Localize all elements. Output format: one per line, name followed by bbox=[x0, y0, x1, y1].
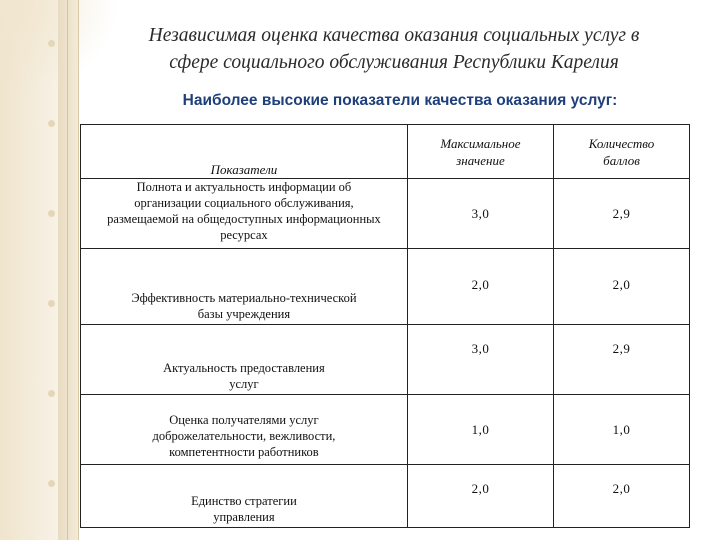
table-row bbox=[81, 325, 690, 395]
indicators-table bbox=[80, 124, 690, 528]
table-row bbox=[81, 179, 690, 249]
indicator-line: Актуальность предоставления bbox=[163, 361, 325, 375]
indicator-line: базы учреждения bbox=[197, 307, 291, 321]
indicator-line: Эффективность материально-технической bbox=[131, 291, 357, 305]
indicator-cell bbox=[81, 249, 408, 325]
header-max-line-2: значение bbox=[456, 152, 505, 168]
decorative-dot bbox=[48, 300, 55, 307]
indicator-line: организации социального обслуживания, bbox=[134, 196, 354, 210]
header-score bbox=[554, 125, 690, 179]
indicator-cell bbox=[81, 325, 408, 395]
indicator-line: Единство стратегии bbox=[191, 494, 297, 508]
indicator-cell bbox=[81, 465, 408, 528]
title-line-2: сфере социального обслуживания Республики Карелия bbox=[169, 52, 619, 73]
decorative-dot bbox=[48, 480, 55, 487]
score-cell: 2,0 bbox=[554, 249, 690, 325]
indicator-line: управления bbox=[213, 510, 275, 524]
decorative-dot bbox=[48, 120, 55, 127]
decorative-band bbox=[58, 0, 79, 540]
indicator-cell bbox=[81, 179, 408, 249]
table-row bbox=[81, 249, 690, 325]
max-value-cell: 2,0 bbox=[407, 249, 553, 325]
indicator-line: ресурсах bbox=[220, 228, 268, 242]
max-value-cell: 1,0 bbox=[407, 395, 553, 465]
slide-title bbox=[84, 22, 704, 76]
decorative-dot bbox=[48, 210, 55, 217]
score-cell: 2,9 bbox=[554, 179, 690, 249]
max-value-cell: 3,0 bbox=[407, 325, 553, 395]
indicator-line: компетентности работников bbox=[169, 445, 319, 459]
table-row bbox=[81, 395, 690, 465]
max-value-cell: 2,0 bbox=[407, 465, 553, 528]
header-score-line-2: баллов bbox=[603, 152, 640, 168]
max-value-cell: 3,0 bbox=[407, 179, 553, 249]
indicator-line: услуг bbox=[229, 377, 259, 391]
table-header-row bbox=[81, 125, 690, 179]
table-row bbox=[81, 465, 690, 528]
score-cell: 2,0 bbox=[554, 465, 690, 528]
score-cell: 1,0 bbox=[554, 395, 690, 465]
indicator-line: размещаемой на общедоступных информационных bbox=[107, 212, 381, 226]
indicator-line: Оценка получателями услуг bbox=[169, 413, 319, 427]
slide-subtitle: Наиболее высокие показатели качества оказания услуг: bbox=[182, 92, 618, 109]
header-score-line-1: Количество bbox=[588, 135, 655, 151]
title-line-1: Независимая оценка качества оказания социальных услуг в bbox=[148, 25, 640, 46]
decorative-dot bbox=[48, 40, 55, 47]
indicator-line: доброжелательности, вежливости, bbox=[152, 429, 336, 443]
indicator-line: Полнота и актуальность информации об bbox=[136, 180, 352, 194]
score-cell: 2,9 bbox=[554, 325, 690, 395]
header-indicator bbox=[81, 125, 408, 179]
header-max-value bbox=[407, 125, 553, 179]
indicator-cell bbox=[81, 395, 408, 465]
decorative-dot bbox=[48, 390, 55, 397]
header-indicator-label: Показатели bbox=[210, 162, 278, 177]
header-max-line-1: Максимальное bbox=[440, 135, 521, 151]
decorative-line bbox=[67, 0, 68, 540]
